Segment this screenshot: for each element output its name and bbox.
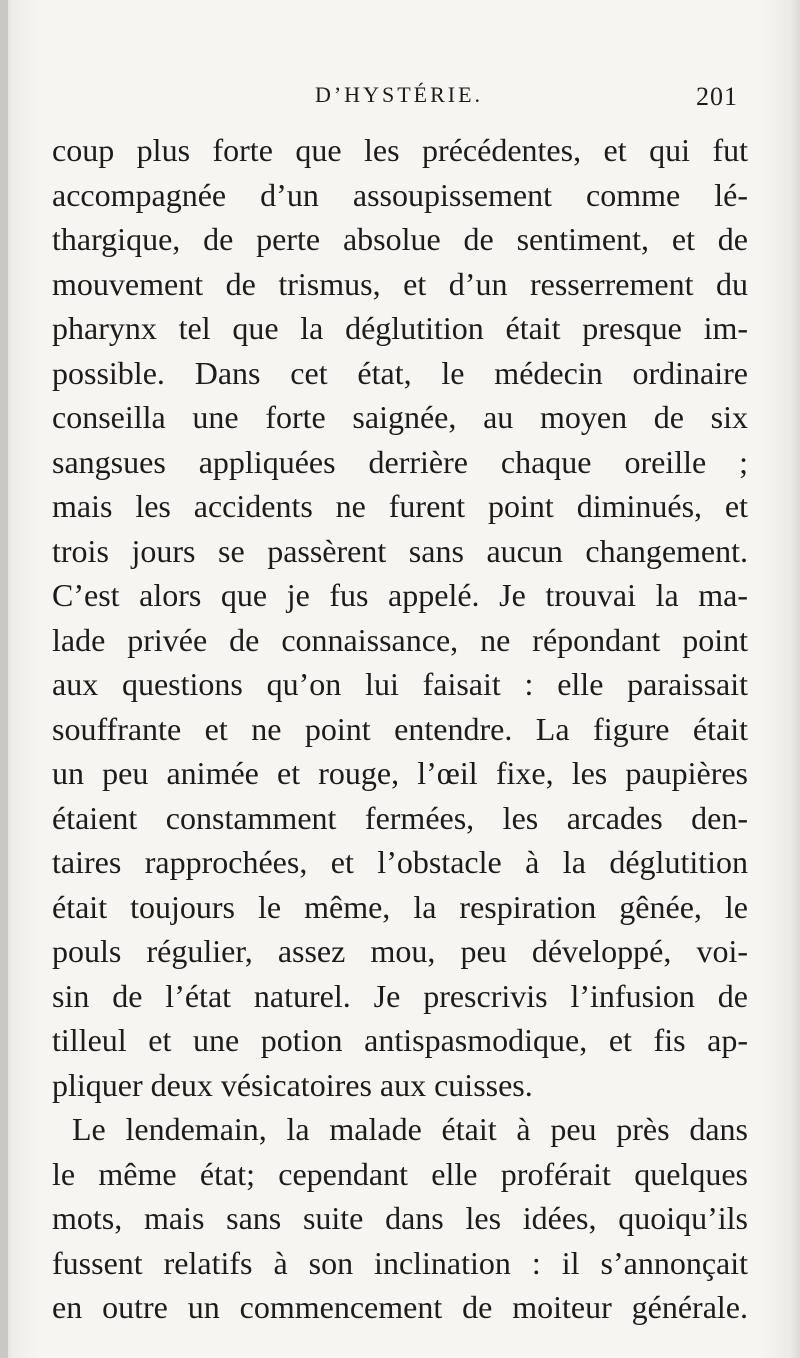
- page-gutter-edge: [0, 0, 8, 1358]
- text-line: en outre un commencement de moiteur générale.: [52, 1289, 748, 1325]
- running-title: D’HYSTÉRIE.: [314, 82, 484, 107]
- text-line: pouls régulier, assez mou, peu développé, voi-: [52, 933, 748, 969]
- body-text: [52, 128, 748, 1330]
- text-line: possible. Dans cet état, le médecin ordinaire: [52, 354, 748, 391]
- text-line: sangsues appliquées derrière chaque oreille ;: [52, 443, 748, 480]
- text-line: aux questions qu’on lui faisait : elle paraissait: [52, 666, 748, 702]
- text-line: lade privée de connaissance, ne répondant point: [52, 621, 748, 658]
- text-line: accompagnée d’un assoupissement comme lé-: [52, 176, 748, 213]
- text-line: conseilla une forte saignée, au moyen de six: [52, 399, 748, 435]
- text-line: sin de l’état naturel. Je prescrivis l’infusion de: [52, 977, 748, 1014]
- text-line: souffrante et ne point entendre. La figure était: [52, 710, 748, 747]
- text-line: mais les accidents ne furent point diminués, et: [52, 488, 748, 524]
- text-line: mots, mais sans suite dans les idées, quoiqu’ils: [52, 1200, 748, 1236]
- text-line: mouvement de trismus, et d’un resserrement du: [52, 265, 748, 302]
- text-line: pliquer deux vésicatoires aux cuisses.: [52, 1066, 533, 1103]
- running-header: [50, 82, 748, 116]
- text-line: trois jours se passèrent sans aucun changement.: [52, 532, 748, 569]
- paragraph-1: [52, 128, 748, 1107]
- text-line: le même état; cependant elle proférait quelques: [52, 1155, 748, 1192]
- paragraph-2: [52, 1107, 748, 1330]
- text-line: était toujours le même, la respiration gênée, le: [52, 888, 748, 925]
- text-line: Le lendemain, la malade était à peu près dans: [72, 1111, 748, 1147]
- text-line: coup plus forte que les précédentes, et qui fut: [52, 132, 748, 168]
- text-line: C’est alors que je fus appelé. Je trouvai la ma-: [52, 577, 748, 613]
- page-number: 201: [696, 82, 738, 111]
- text-line: thargique, de perte absolue de sentiment, et de: [52, 221, 748, 257]
- text-line: un peu animée et rouge, l’œil fixe, les paupières: [52, 755, 748, 791]
- text-line: taires rapprochées, et l’obstacle à la déglutition: [52, 844, 748, 880]
- text-line: tilleul et une potion antispasmodique, et fis ap-: [52, 1022, 748, 1058]
- text-line: fussent relatifs à son inclination : il s’annonçait: [52, 1244, 748, 1281]
- text-line: pharynx tel que la déglutition était presque im-: [52, 310, 748, 346]
- text-line: étaient constamment fermées, les arcades den-: [52, 799, 748, 836]
